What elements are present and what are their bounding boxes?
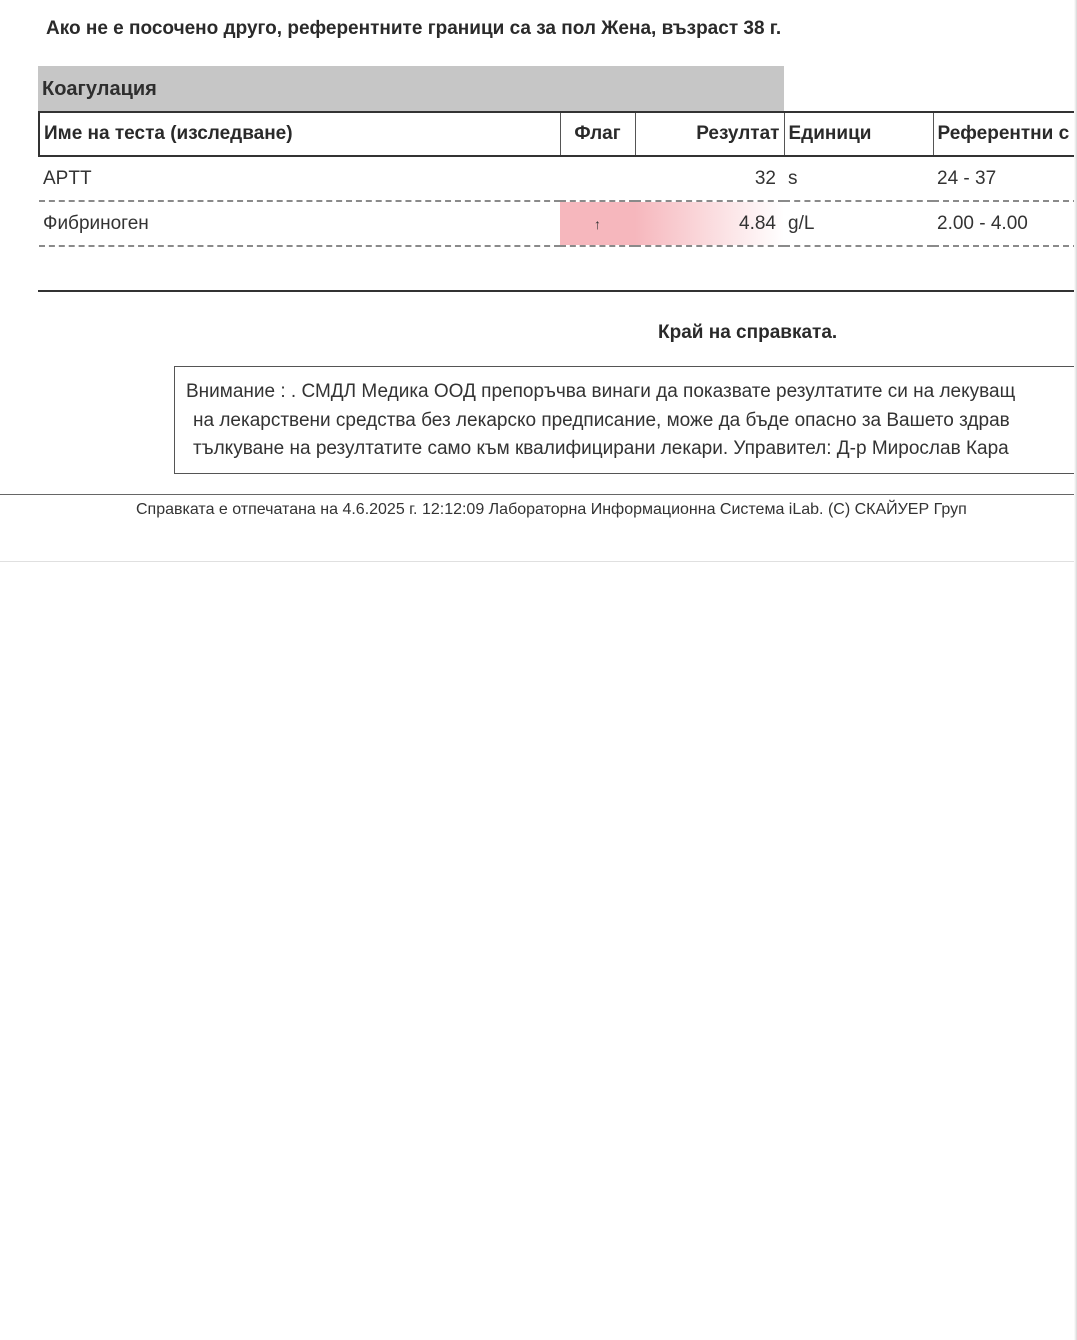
footer-divider	[0, 494, 1077, 495]
header-flag: Флаг	[560, 112, 635, 156]
header-result: Резултат	[635, 112, 784, 156]
result-value: 4.84	[635, 201, 784, 246]
notice-line: на лекарствени средства без лекарско предписание, може да бъде опасно за Вашето здрав	[193, 410, 1010, 431]
results-table	[38, 111, 1077, 247]
header-units: Единици	[784, 112, 933, 156]
table-row	[39, 156, 1077, 201]
notice-box	[174, 366, 1077, 474]
section-header	[38, 66, 784, 111]
result-value: 32	[635, 156, 784, 201]
test-name: APTT	[39, 156, 560, 201]
end-of-report: Край на справката.	[658, 322, 838, 343]
end-divider	[38, 290, 1077, 292]
units-cell: s	[784, 156, 933, 201]
header-reference: Референтни с	[933, 112, 1077, 156]
units-cell: g/L	[784, 201, 933, 246]
reference-range: 24 - 37	[933, 156, 1077, 201]
print-footer: Справката е отпечатана на 4.6.2025 г. 12:12:09 Лабораторна Информационна Система iLab. (C) СКАЙУЕР Груп	[136, 501, 967, 518]
notice-line: Внимание : . СМДЛ Медика ООД препоръчва винаги да показвате резултатите си на лекуващ	[186, 381, 1016, 402]
table-header-row	[39, 112, 1077, 156]
notice-line: тълкуване на резултатите само към квалифицирани лекари. Управител: Д-р Мирослав Кара	[193, 438, 1009, 459]
table-row	[39, 201, 1077, 246]
section-title: Коагулация	[42, 78, 157, 100]
page-bottom-edge	[0, 561, 1077, 562]
reference-range: 2.00 - 4.00	[933, 201, 1077, 246]
high-flag-arrow-icon: ↑	[560, 201, 635, 246]
reference-note: Ако не е посочено друго, референтните граници са за пол Жена, възраст 38 г.	[46, 18, 782, 39]
flag-cell	[560, 156, 635, 201]
header-test-name: Име на теста (изследване)	[39, 112, 560, 156]
test-name: Фибриноген	[39, 201, 560, 246]
